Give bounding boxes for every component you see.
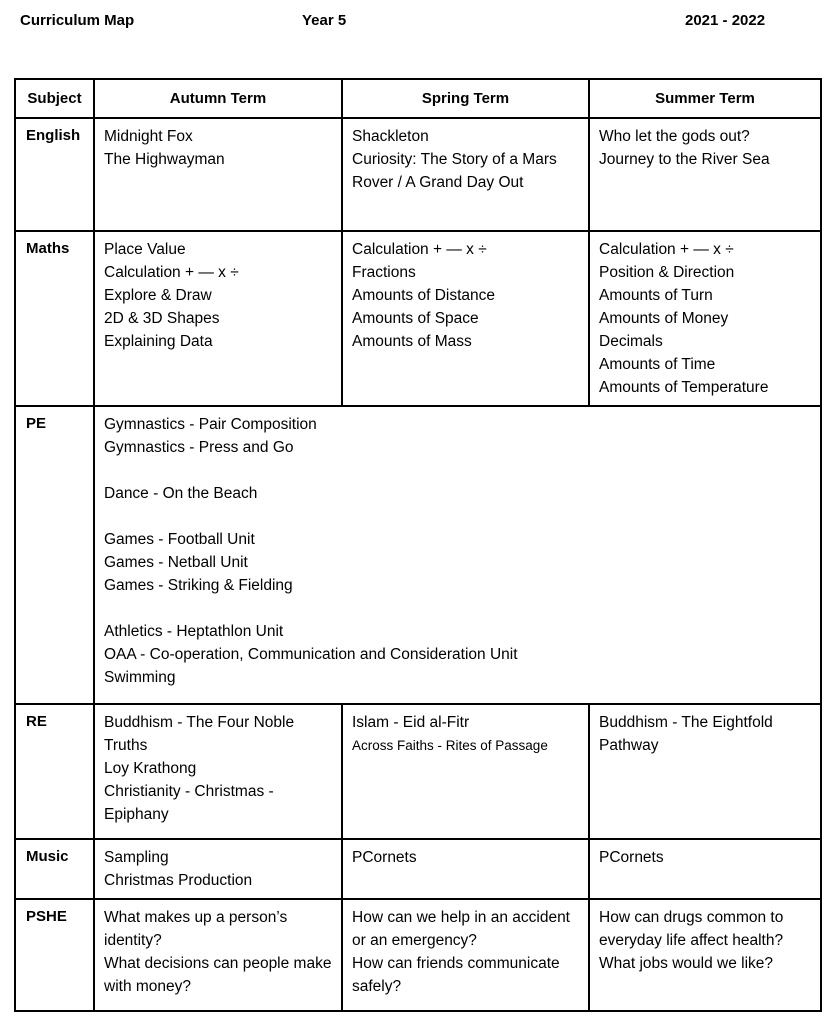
term-cell (94, 704, 342, 839)
table-body (15, 118, 821, 1011)
cell-line: Buddhism - The Eightfold Pathway (599, 714, 773, 754)
subject-cell: Maths (15, 231, 94, 406)
cell-line: Gymnastics - Press and Go (104, 439, 294, 456)
curriculum-table (14, 78, 822, 1012)
cell-line: Sampling (104, 849, 169, 866)
cell-line: Loy Krathong (104, 760, 197, 777)
cell-line: Games - Football Unit (104, 531, 255, 548)
subject-cell: English (15, 118, 94, 231)
cell-line: 2D & 3D Shapes (104, 310, 220, 327)
cell-line: Dance - On the Beach (104, 485, 258, 502)
cell-line: Amounts of Money (599, 310, 729, 327)
cell-line: Shackleton (352, 128, 429, 145)
cell-line: Amounts of Space (352, 310, 479, 327)
term-cell (342, 118, 589, 231)
cell-line (104, 459, 812, 482)
cell-line: What decisions can people make with money? (104, 955, 332, 995)
term-cell (94, 406, 821, 704)
cell-line: Midnight Fox (104, 128, 193, 145)
cell-line: PCornets (352, 849, 417, 866)
term-cell (94, 118, 342, 231)
cell-line: Buddhism - The Four Noble Truths (104, 714, 295, 754)
cell-line: Amounts of Mass (352, 333, 472, 350)
column-header-spring-term: Spring Term (342, 79, 589, 118)
cell-line: Calculation + — x ÷ (352, 241, 487, 258)
table-row-english (15, 118, 821, 231)
cell-line: How can we help in an accident or an emergency? (352, 909, 570, 949)
table-row-pshe (15, 899, 821, 1011)
cell-line: Place Value (104, 241, 186, 258)
cell-line: Explore & Draw (104, 287, 212, 304)
table-row-maths (15, 231, 821, 406)
cell-line: Gymnastics - Pair Composition (104, 416, 317, 433)
term-cell (589, 899, 821, 1011)
table-row-re (15, 704, 821, 839)
subject-cell: RE (15, 704, 94, 839)
cell-line: Amounts of Distance (352, 287, 496, 304)
year-label: Year 5 (302, 12, 347, 29)
cell-line: Calculation + — x ÷ (104, 264, 239, 281)
column-header-autumn-term: Autumn Term (94, 79, 342, 118)
cell-line: Curiosity: The Story of a Mars Rover / A Grand Day Out (352, 151, 557, 191)
cell-line: Amounts of Turn (599, 287, 713, 304)
term-cell (342, 231, 589, 406)
cell-line: Who let the gods out? (599, 128, 750, 145)
subject-cell: PSHE (15, 899, 94, 1011)
cell-line: What makes up a person’s identity? (104, 909, 288, 949)
cell-line: How can drugs common to everyday life affect health? (599, 909, 784, 949)
cell-line (104, 597, 812, 620)
term-cell (342, 899, 589, 1011)
cell-line: Explaining Data (104, 333, 213, 350)
page-title: Curriculum Map (20, 12, 135, 29)
term-cell (589, 231, 821, 406)
cell-line: Games - Striking & Fielding (104, 577, 293, 594)
date-range-label: 2021 - 2022 (685, 12, 766, 29)
cell-line: Games - Netball Unit (104, 554, 248, 571)
term-cell (589, 118, 821, 231)
term-cell (94, 231, 342, 406)
cell-line: Athletics - Heptathlon Unit (104, 623, 284, 640)
term-cell (589, 704, 821, 839)
cell-line: Fractions (352, 264, 416, 281)
header-row (15, 79, 821, 118)
cell-line: Amounts of Temperature (599, 379, 769, 396)
cell-line: Position & Direction (599, 264, 735, 281)
cell-line: PCornets (599, 849, 664, 866)
cell-line: What jobs would we like? (599, 955, 774, 972)
cell-line: Swimming (104, 669, 176, 686)
column-header-subject: Subject (15, 79, 94, 118)
cell-line: OAA - Co-operation, Communication and Consideration Unit (104, 646, 518, 663)
table-row-music (15, 839, 821, 899)
cell-line: How can friends communicate safely? (352, 955, 560, 995)
term-cell (342, 839, 589, 899)
term-cell (94, 839, 342, 899)
cell-line (104, 505, 812, 528)
cell-line: The Highwayman (104, 151, 225, 168)
term-cell (589, 839, 821, 899)
subject-cell: PE (15, 406, 94, 704)
cell-line: Christmas Production (104, 872, 253, 889)
cell-line: Calculation + — x ÷ (599, 241, 734, 258)
cell-line: Amounts of Time (599, 356, 716, 373)
subject-cell: Music (15, 839, 94, 899)
column-header-summer-term: Summer Term (589, 79, 821, 118)
cell-line: Decimals (599, 333, 663, 350)
term-cell (94, 899, 342, 1011)
table-row-pe (15, 406, 821, 704)
cell-line: Christianity - Christmas - Epiphany (104, 783, 274, 823)
term-cell (342, 704, 589, 839)
cell-line: Islam - Eid al-Fitr (352, 714, 470, 731)
cell-line: Journey to the River Sea (599, 151, 770, 168)
cell-line: Across Faiths - Rites of Passage (352, 738, 548, 753)
